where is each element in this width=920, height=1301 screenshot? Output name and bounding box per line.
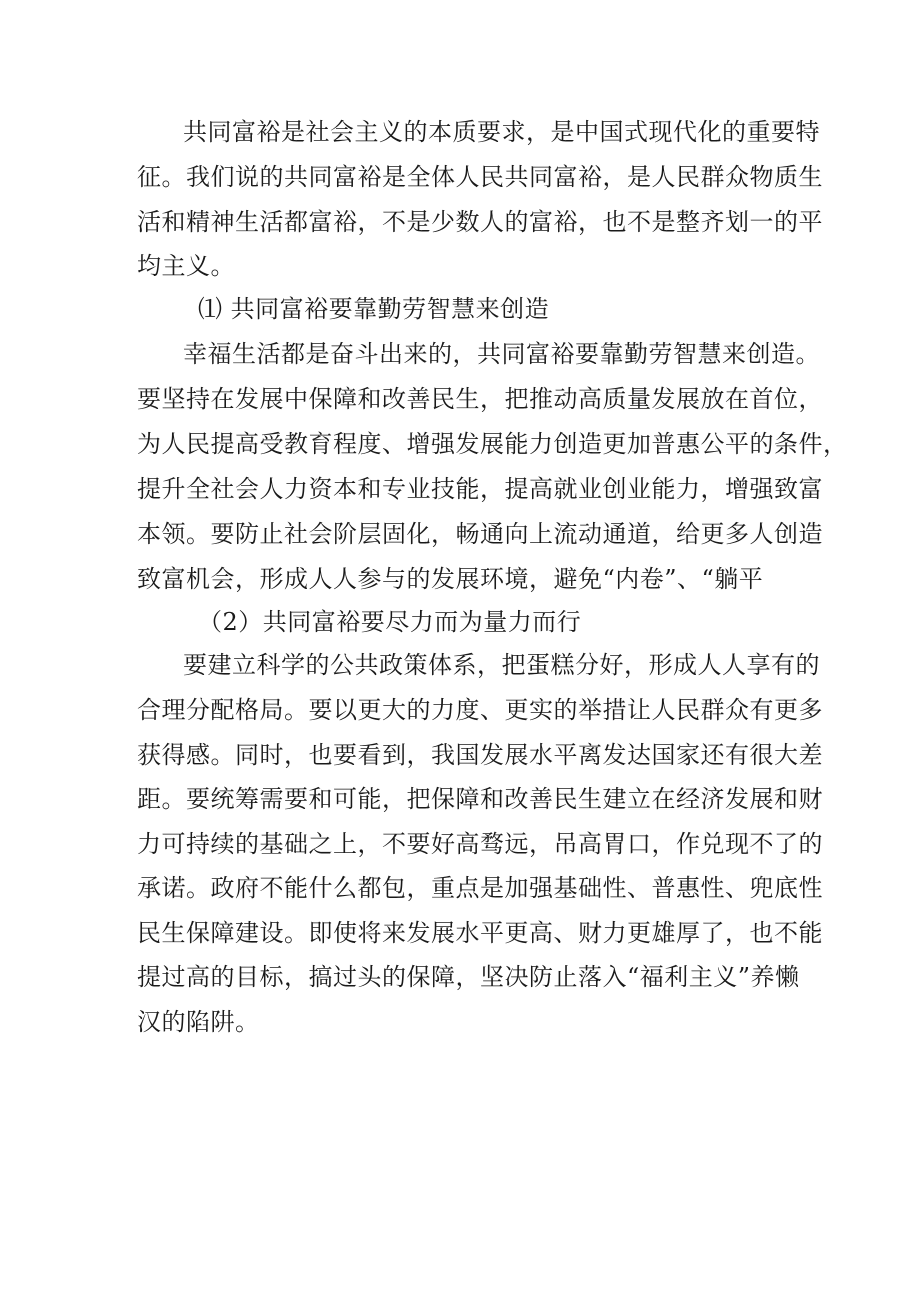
paragraph-3-line-4: 距。要统筹需要和可能，把保障和改善民生建立在经济发展和财 <box>137 785 823 813</box>
paragraph-3-line-6: 承诺。政府不能什么都包，重点是加强基础性、普惠性、兜底性 <box>137 874 823 902</box>
paragraph-1-line-2: 征。我们说的共同富裕是全体人民共同富裕，是人民群众物质生 <box>137 163 823 191</box>
paragraph-3-line-3: 获得感。同时，也要看到，我国发展水平离发达国家还有很大差 <box>137 741 823 769</box>
paragraph-1-line-1: 共同富裕是社会主义的本质要求，是中国式现代化的重要特 <box>183 118 820 146</box>
section-heading-1: ⑴ 共同富裕要靠勤劳智慧来创造 <box>198 295 550 323</box>
paragraph-2-line-5: 本领。要防止社会阶层固化，畅通向上流动通道，给更多人创造 <box>137 520 823 548</box>
paragraph-2-line-3: 为人民提高受教育程度、增强发展能力创造更加普惠公平的条件， <box>137 430 848 458</box>
paragraph-2-line-6: 致富机会，形成人人参与的发展环境，避免“内卷”、“躺平 <box>137 565 764 593</box>
paragraph-1-line-4: 均主义。 <box>137 252 235 280</box>
paragraph-3-line-8: 提过高的目标，搞过头的保障，坚决防止落入“福利主义”养懒 <box>137 963 800 991</box>
paragraph-2-line-2: 要坚持在发展中保障和改善民生，把推动高质量发展放在首位， <box>137 385 823 413</box>
paragraph-1-line-3: 活和精神生活都富裕，不是少数人的富裕，也不是整齐划一的平 <box>137 208 823 236</box>
paragraph-3-line-2: 合理分配格局。要以更大的力度、更实的举措让人民群众有更多 <box>137 696 823 724</box>
paragraph-3-line-9: 汉的陷阱。 <box>137 1008 260 1036</box>
paragraph-3-line-5: 力可持续的基础之上，不要好高骛远，吊高胃口，作兑现不了的 <box>137 830 823 858</box>
paragraph-3-line-7: 民生保障建设。即使将来发展水平更高、财力更雄厚了，也不能 <box>137 919 823 947</box>
paragraph-2-line-1: 幸福生活都是奋斗出来的，共同富裕要靠勤劳智慧来创造。 <box>183 340 820 368</box>
paragraph-3-line-1: 要建立科学的公共政策体系，把蛋糕分好，形成人人享有的 <box>183 651 820 679</box>
section-heading-2: （2）共同富裕要尽力而为量力而行 <box>198 608 582 636</box>
paragraph-2-line-4: 提升全社会人力资本和专业技能，提高就业创业能力，增强致富 <box>137 475 823 503</box>
